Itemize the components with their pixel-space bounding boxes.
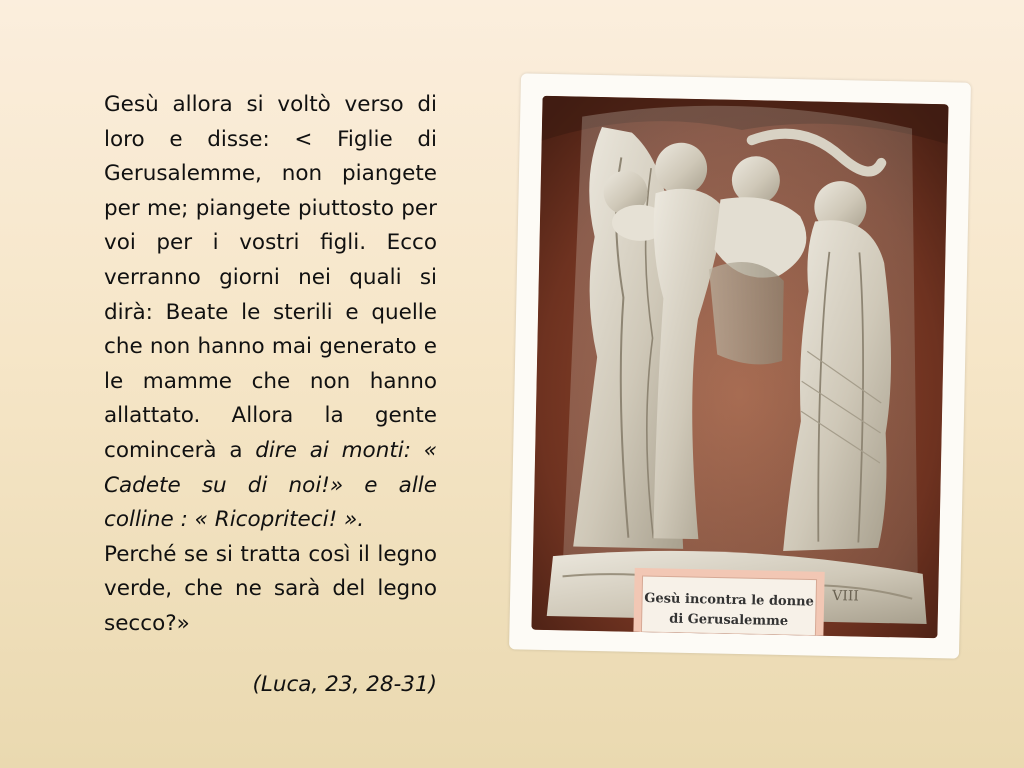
- passage-paragraph-1: [104, 88, 437, 538]
- passage-paragraph-2: Perché se si tratta così il legno verde, che ne sarà del legno secco?»: [104, 541, 437, 636]
- plaque-line-2: di Gerusalemme: [669, 611, 789, 630]
- roman-numeral: [831, 588, 859, 605]
- photo-frame: [509, 73, 971, 658]
- plaque-line-1: Gesù incontra le donne: [644, 591, 815, 610]
- svg-text:VIII: VIII: [832, 587, 860, 605]
- sculpture-photo: [531, 96, 948, 638]
- bible-citation: (Luca, 23, 28-31): [252, 672, 437, 697]
- passage-text: Gesù allora si voltò verso di loro e disse: < Figlie di Gerusalemme, non piangete per me; piangete piuttosto per voi per i vostri figli. Ecco verranno giorni nei quali si dirà: Beate le sterili e quelle che non hanno mai generato e le mamme che non hanno allattato. Allora la gente comincerà a: [104, 92, 437, 463]
- sculpture-illustration: [531, 96, 948, 638]
- passage-italic-text: dire ai monti: « Cadete su di noi!» e alle colline : « Ricopriteci! ».: [104, 437, 437, 533]
- scripture-passage: [104, 88, 437, 642]
